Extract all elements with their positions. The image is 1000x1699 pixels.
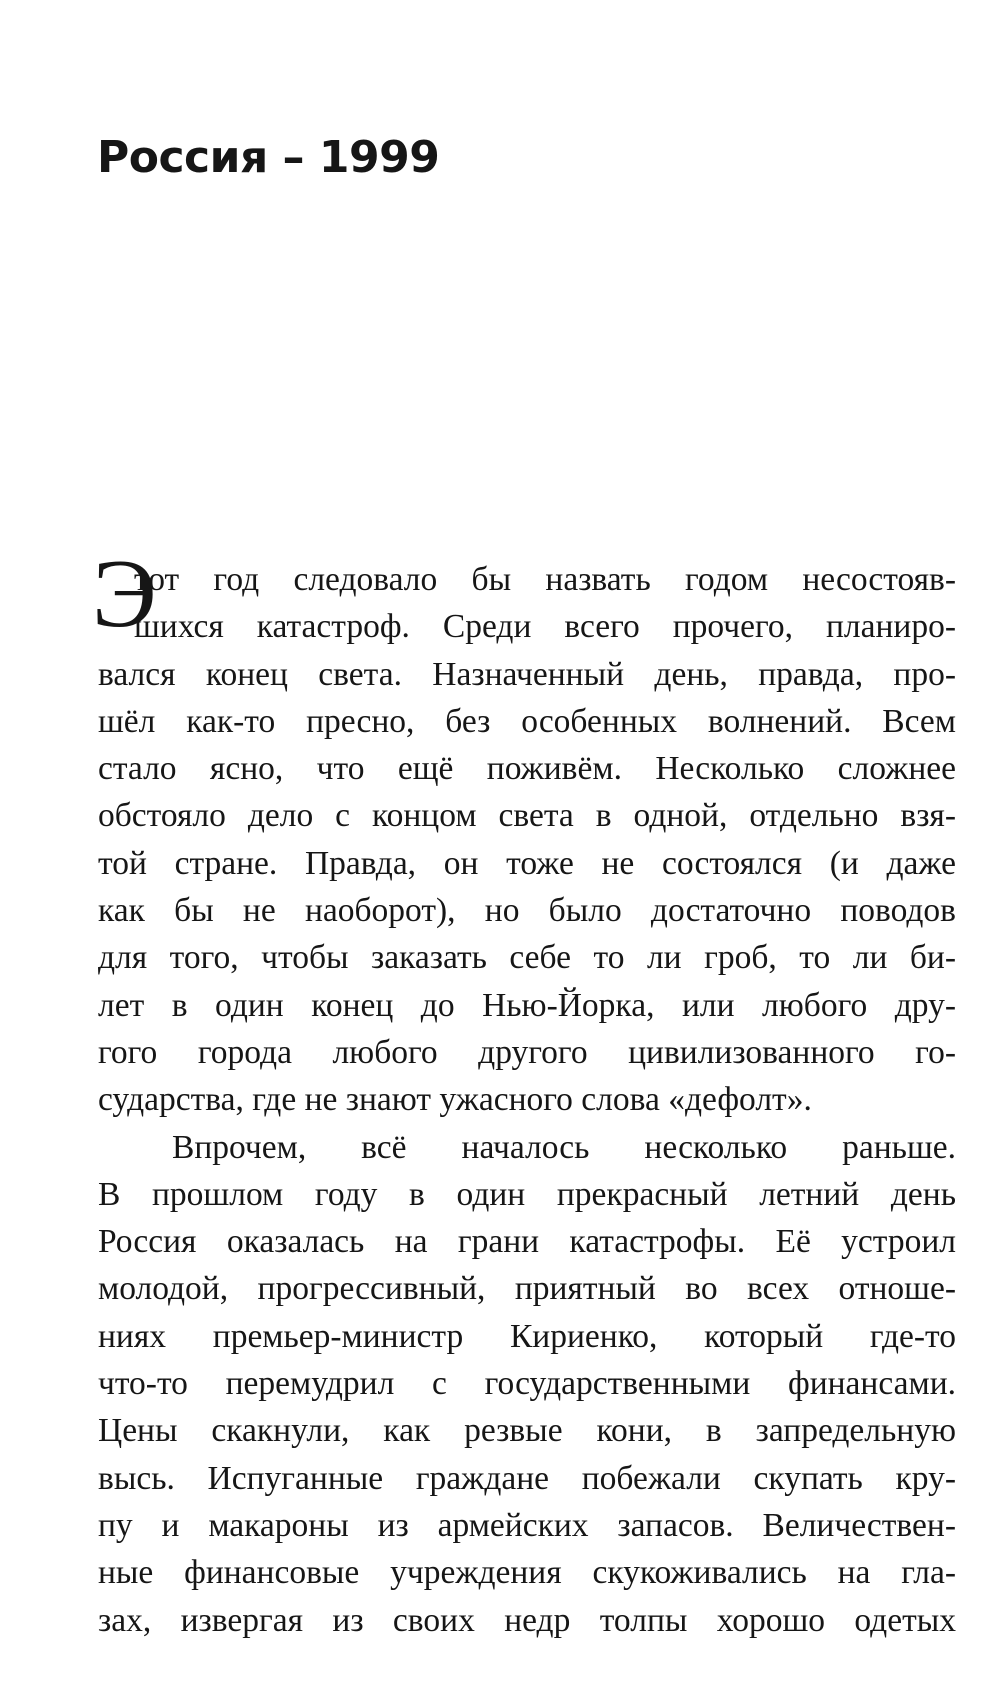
text-line: ные финансовые учреждения скукоживались на гла- <box>98 1554 956 1592</box>
text-line: высь. Испуганные граждане побежали скупать кру- <box>98 1459 956 1497</box>
text-line: обстояло дело с концом света в одной, отдельно взя- <box>98 797 956 835</box>
text-line: лет в один конец до Нью-Йорка, или любого дру- <box>98 986 956 1024</box>
text-line: В прошлом году в один прекрасный летний день <box>98 1175 956 1213</box>
text-line: ниях премьер-министр Кириенко, который где-то <box>98 1317 956 1355</box>
text-line: шёл как-то пресно, без особенных волнений. Всем <box>98 702 956 740</box>
text-line: зах, извергая из своих недр толпы хорошо одетых <box>98 1601 956 1639</box>
text-line: стало ясно, что ещё поживём. Несколько сложнее <box>98 750 956 788</box>
text-line: для того, чтобы заказать себе то ли гроб, то ли би- <box>98 939 956 977</box>
text-line: шихся катастроф. Среди всего прочего, планиро- <box>134 608 956 646</box>
drop-cap: Э <box>92 540 157 648</box>
text-line: сударства, где не знают ужасного слова «дефолт». <box>98 1081 812 1119</box>
text-line: тот год следовало бы назвать годом несостояв- <box>134 561 956 598</box>
text-line: той стране. Правда, он тоже не состоялся (и даже <box>98 844 956 882</box>
text-line: гого города любого другого цивилизованного го- <box>98 1033 956 1071</box>
text-line: пу и макароны из армейских запасов. Величествен- <box>98 1506 956 1544</box>
text-line: молодой, прогрессивный, приятный во всех отноше- <box>98 1270 956 1308</box>
chapter-title: Россия – 1999 <box>97 132 440 183</box>
text-line: вался конец света. Назначенный день, правда, про- <box>98 655 956 693</box>
text-line: как бы не наоборот), но было достаточно поводов <box>98 892 956 930</box>
text-line: Впрочем, всё началось несколько раньше. <box>172 1128 956 1166</box>
text-line: Россия оказалась на грани катастрофы. Её устроил <box>98 1223 956 1261</box>
text-line: Цены скакнули, как резвые кони, в запредельную <box>98 1412 956 1450</box>
chapter-body <box>92 540 956 1644</box>
text-line: что-то перемудрил с государственными финансами. <box>98 1365 956 1403</box>
